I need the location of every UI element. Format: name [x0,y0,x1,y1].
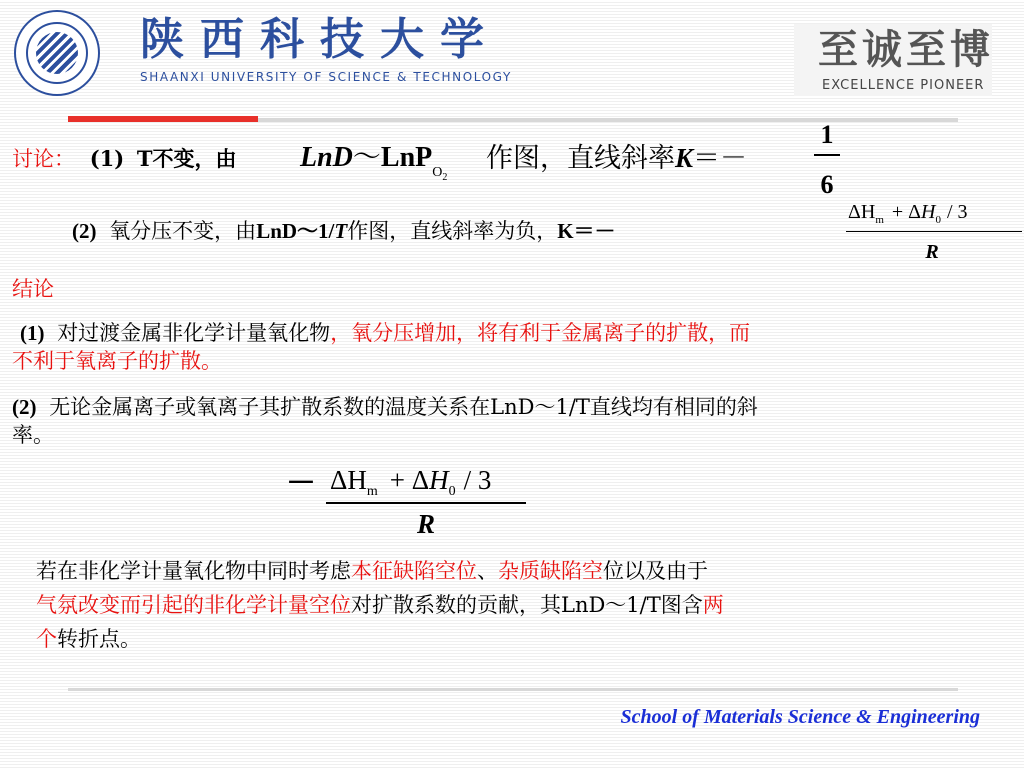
item2-num-sub-0: 0 [935,214,941,226]
item2-num-sub-m: m [875,214,884,226]
university-seal-logo [14,10,100,96]
para-p4: 对扩散系数的贡献，其LnD～1/T图含 [351,593,703,617]
formula-div: / 3 [463,465,492,495]
c2-text-1: 无论金属离子或氧离子其扩散系数的温度关系在LnD～1/T直线均有相同的斜 [49,395,758,419]
item2-t: T [334,219,348,243]
item1-sub-2: 2 [442,172,448,183]
formula-minus: － [286,467,316,500]
c1-number: (1) [20,321,45,345]
para-p3: 位以及由于 [603,559,708,583]
item1-lnd: LnD [300,142,353,173]
motto-cn: 至诚至博 [818,26,994,73]
paragraph-line-3 [36,624,141,654]
item2-frac-num [848,198,968,234]
para-p5: 转折点。 [57,627,141,651]
item1-text-a: T不变，由 [136,146,237,171]
paragraph-line-1 [36,556,708,586]
item1-text-b-wrap [486,140,747,177]
item2-formula: LnD～1/ [256,219,335,243]
item2-k-eq: K＝－ [557,219,616,243]
para-r4: 两 [702,593,724,617]
para-r5: 个 [36,627,57,651]
motto-en: EXCELLENCE PIONEER [822,78,985,93]
footer-school-name: School of Materials Science & Engineering [620,706,980,728]
formula-frac-line [326,502,526,504]
discussion-item-1 [12,144,237,174]
c1-red-text-1: ，氧分压增加，将有利于金属离子的扩散，而 [330,321,751,345]
item1-tilde: ～ [352,142,381,173]
university-name-en: SHAANXI UNIVERSITY OF SCIENCE & TECHNOLOGY [140,70,512,84]
c1-red-text-2: 不利于氧离子的扩散。 [12,349,222,373]
item2-frac-den: R [925,241,939,263]
item2-num-div: / 3 [946,201,968,223]
conclusion-label: 结论 [12,277,54,301]
item1-frac-line [814,154,840,156]
item1-text-b: 作图，直线斜率 [486,143,675,174]
para-r2: 杂质缺陷空 [498,559,603,583]
item2-text-a: 氧分压不变，由 [109,219,257,243]
para-p2: 、 [477,559,498,583]
formula-plus: + Δ [389,465,430,495]
c1-black-text: 对过渡金属非化学计量氧化物 [57,321,331,345]
item1-sub-o: O [432,165,443,180]
item2-num-plus: + Δ [891,201,922,223]
c2-text-2: 率。 [12,423,54,447]
formula-sub-m: m [366,484,378,499]
para-r1: 本征缺陷空位 [351,559,477,583]
item1-frac-num: 1 [820,120,834,149]
item2-num-dh: ΔH [848,201,876,223]
item1-formula [300,140,447,196]
item1-k: K [675,143,694,173]
formula-h: H [429,465,449,495]
footer-divider [68,688,958,691]
item1-frac-den: 6 [820,170,834,199]
para-p1: 若在非化学计量氧化物中同时考虑 [36,559,351,583]
conclusion-2-line-1 [12,392,758,422]
conclusion-1-line-1 [20,318,750,348]
item2-frac-line [846,231,1022,232]
header-accent-bar [68,116,258,122]
c2-number: (2) [12,395,37,419]
formula-sub-0: 0 [448,484,456,499]
seal-inner-ring [26,22,88,84]
item1-eq: ＝－ [693,143,748,174]
formula-num-dh: ΔH [330,465,367,495]
university-name-cn: 陕西科技大学 [140,14,500,65]
item2-text-b: 作图，直线斜率为负， [347,219,558,243]
item1-number: (1) [89,146,125,171]
item2-num-h: H [921,201,936,223]
seal-emblem [36,32,78,74]
paragraph-line-2 [36,590,724,620]
item2-number: (2) [72,219,97,243]
item1-lnp: LnP [380,142,433,173]
formula-denominator: R [416,509,435,539]
discussion-label: 讨论： [12,147,75,171]
discussion-item-2 [72,216,616,246]
para-r3: 气氛改变而引起的非化学计量空位 [36,593,351,617]
